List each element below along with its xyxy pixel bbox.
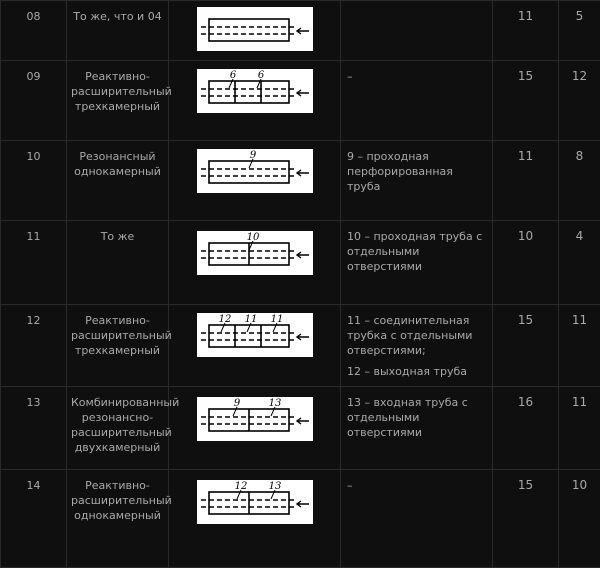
muffler-type: То же, что и 04 [67, 1, 169, 61]
muffler-type: То же [67, 221, 169, 305]
table-row [1, 387, 600, 470]
notes-cell: – [341, 470, 493, 568]
diagram-cell [169, 387, 341, 470]
value-1: 15 [493, 305, 559, 387]
table-row [1, 1, 600, 61]
value-2: 4 [559, 221, 600, 305]
muffler-shell [209, 81, 289, 103]
muffler-diagram [197, 480, 313, 524]
notes-cell [341, 221, 493, 305]
diagram-cell [169, 221, 341, 305]
flow-arrow [297, 252, 309, 258]
row-code: 08 [1, 1, 67, 61]
diagram-cell [169, 61, 341, 141]
muffler-shell [209, 161, 289, 183]
value-1: 10 [493, 221, 559, 305]
value-1: 15 [493, 61, 559, 141]
diagram-cell [169, 1, 341, 61]
value-2: 11 [559, 387, 600, 470]
muffler-diagram [197, 69, 313, 113]
muffler-diagram [197, 7, 313, 51]
muffler-diagram [197, 231, 313, 275]
flow-arrow [297, 28, 309, 34]
diagram-cell [169, 470, 341, 568]
diagram-label: 13 [268, 481, 281, 492]
notes-cell [341, 387, 493, 470]
table-row [1, 221, 600, 305]
flow-arrow [297, 418, 309, 424]
diagram-label: 13 [268, 398, 281, 409]
diagram-label: 11 [270, 314, 283, 325]
muffler-type: Резонансный однокамерный [67, 141, 169, 221]
notes-cell [341, 141, 493, 221]
value-1: 11 [493, 141, 559, 221]
table-row [1, 470, 600, 568]
diagram-label: 6 [229, 70, 236, 81]
diagram-label: 11 [244, 314, 257, 325]
row-code: 09 [1, 61, 67, 141]
table-row [1, 141, 600, 221]
value-2: 12 [559, 61, 600, 141]
table-row [1, 305, 600, 387]
flow-arrow [297, 170, 309, 176]
value-1: 16 [493, 387, 559, 470]
flow-arrow [297, 90, 309, 96]
muffler-type: Реактивно-расширительный трехкамерный [67, 305, 169, 387]
diagram-label: 9 [233, 398, 240, 409]
note-text: 13 – входная труба с отдельными отверстиями [347, 395, 488, 440]
note-text: 10 – проходная труба с отдельными отверстиями [347, 229, 488, 274]
muffler-diagram [197, 313, 313, 357]
diagram-label: 12 [218, 314, 231, 325]
row-code: 12 [1, 305, 67, 387]
value-2: 11 [559, 305, 600, 387]
row-code: 14 [1, 470, 67, 568]
diagram-label: 6 [257, 70, 264, 81]
notes-cell [341, 305, 493, 387]
note-text: 9 – проходная перфорированная труба [347, 149, 488, 194]
value-2: 8 [559, 141, 600, 221]
muffler-diagram [197, 149, 313, 193]
diagram-label: 9 [249, 150, 256, 161]
muffler-type: Реактивно-расширительный однокамерный [67, 470, 169, 568]
flow-arrow [297, 334, 309, 340]
diagram-label: 10 [246, 232, 259, 243]
value-1: 11 [493, 1, 559, 61]
value-2: 5 [559, 1, 600, 61]
value-2: 10 [559, 470, 600, 568]
notes-cell: – [341, 61, 493, 141]
notes-cell [341, 1, 493, 61]
note-text: 12 – выходная труба [347, 364, 488, 379]
row-code: 11 [1, 221, 67, 305]
flow-arrow [297, 501, 309, 507]
note-text: 11 – соединительная трубка с отдельными отверстиями; [347, 313, 488, 358]
muffler-type: Реактивно-расширительный трехкамерный [67, 61, 169, 141]
muffler-diagram [197, 397, 313, 441]
muffler-shell [209, 19, 289, 41]
row-code: 13 [1, 387, 67, 470]
diagram-cell [169, 305, 341, 387]
diagram-label: 12 [234, 481, 247, 492]
table-row [1, 61, 600, 141]
muffler-type: Комбинированный резонансно-расширительный двухкамерный [67, 387, 169, 470]
row-code: 10 [1, 141, 67, 221]
diagram-cell [169, 141, 341, 221]
value-1: 15 [493, 470, 559, 568]
